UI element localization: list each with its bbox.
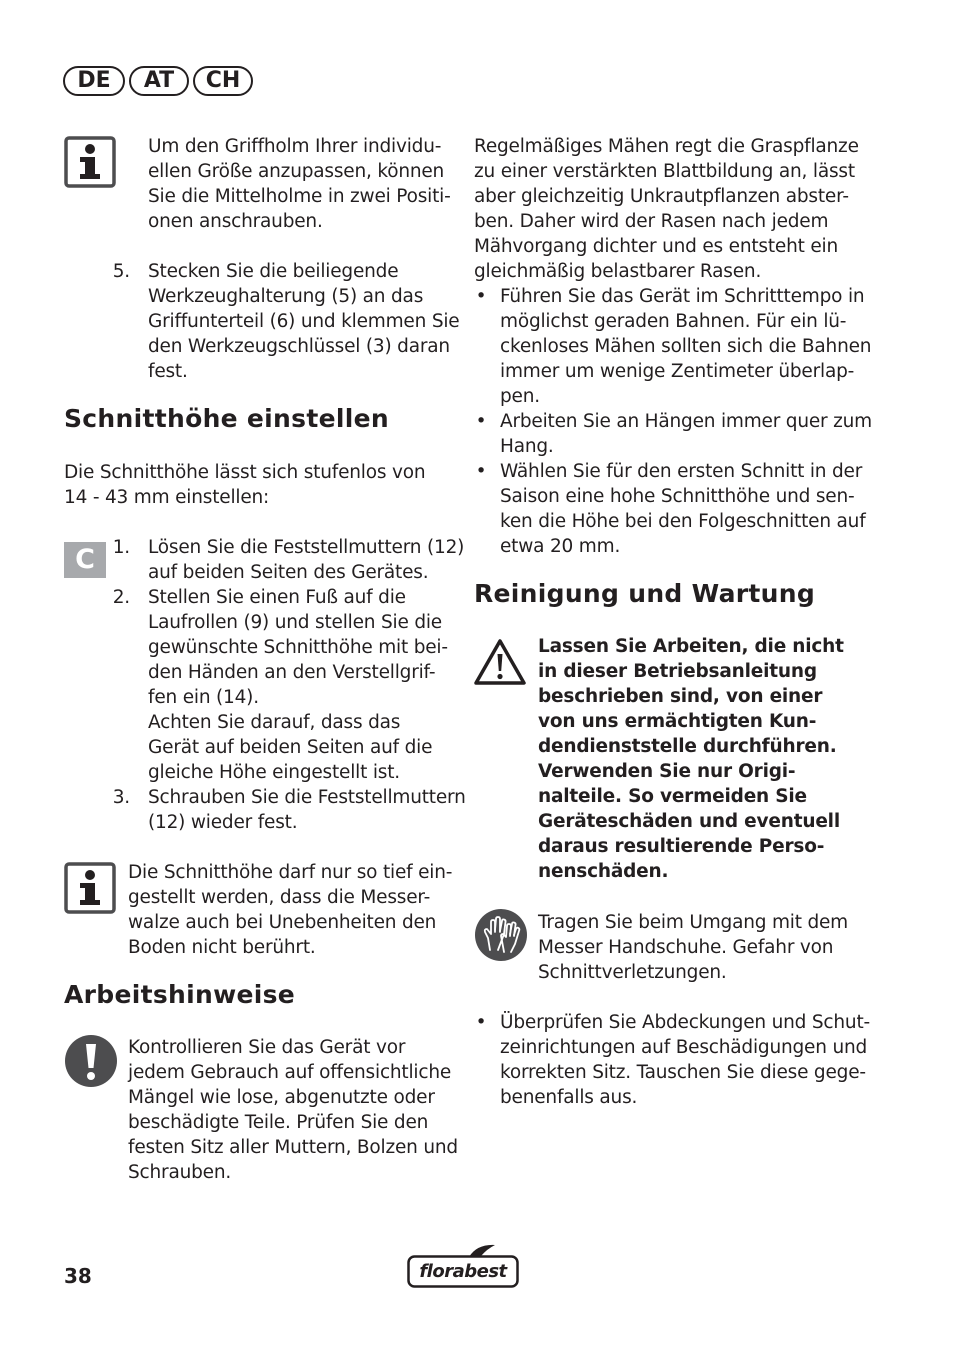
mowing-paragraph: Regelmäßiges Mähen regt die Graspflanze zu einer verstärkten Blattbildung an, lässt aber gleichzeitig Unkrautpflanzen abster- ben. Daher wird der Rasen nach jedem Mähvorgang dichter und es entsteht ein gleichmäßig belastbarer Rasen. (474, 136, 859, 282)
info-note-height: Die Schnitthöhe darf nur so tief ein- gestellt werden, dass die Messer- walze auch bei Unebenheiten den Boden nicht berührt. (128, 862, 453, 958)
step-number: 5. (112, 261, 130, 282)
country-badge-ch: CH (193, 66, 253, 96)
warning-triangle-icon (474, 638, 526, 686)
c-figure-badge: C (64, 542, 106, 578)
list-item: • Überprüfen Sie Abdeckungen und Schut- zeinrichtungen auf Beschädigungen und korrekten Sitz. Tauschen Sie diese gege- benenfalls aus. (475, 1012, 870, 1108)
caution-check-device: Kontrollieren Sie das Gerät vor jedem Gebrauch auf offensichtliche Mängel wie lose, abgenutzte oder beschädigte Teile. Prüfen Sie den festen Sitz aller Muttern, Bolzen und Schrauben. (128, 1037, 458, 1183)
gloves-note: Tragen Sie beim Umgang mit dem Messer Handschuhe. Gefahr von Schnittverletzungen. (538, 912, 848, 983)
warning-repairs: Lassen Sie Arbeiten, die nicht in dieser Betriebsanleitung beschrieben sind, von einer von uns ermächtigten Kun- dendienststelle durchführen. Verwenden Sie nur Origi- nalteile. So vermeiden Sie Geräteschäden und eventuell daraus resultierende Perso- nenschäden. (538, 636, 844, 882)
info-icon (64, 862, 116, 914)
list-item: 1. Lösen Sie die Feststellmuttern (12) auf beiden Seiten des Gerätes. (112, 537, 465, 583)
heading-work-notes: Arbeitshinweise (64, 980, 296, 1009)
list-item: 3. Schrauben Sie die Feststellmuttern (12) wieder fest. (112, 787, 466, 833)
list-item: • Arbeiten Sie an Hängen immer quer zum Hang. (475, 411, 873, 457)
list-item: 2. Stellen Sie einen Fuß auf die Laufrollen (9) und stellen Sie die gewünschte Schnitthöhe mit bei- den Händen an den Verstellgrif- fen ein (14). Achten Sie darauf, dass das Gerät auf beiden Seiten auf die gleiche Höhe eingestellt ist. (112, 587, 448, 783)
heading-cleaning: Reinigung und Wartung (474, 579, 816, 608)
florabest-logo: florabest (407, 1243, 519, 1289)
adjust-steps-list (106, 535, 466, 835)
heading-cutting-height: Schnitthöhe einstellen (64, 404, 389, 433)
info-icon (64, 136, 116, 188)
country-badge-de: DE (63, 66, 125, 96)
cutting-height-intro: Die Schnitthöhe lässt sich stufenlos von 14 - 43 mm einstellen: (64, 462, 426, 508)
country-badge-at: AT (129, 66, 189, 96)
step-5: 5. Stecken Sie die beiliegende Werkzeughalterung (5) an das Griffunterteil (6) und klemmen Sie den Werkzeugschlüssel (3) daran fest. (106, 259, 456, 384)
mowing-bullet-list (474, 284, 874, 559)
info-note-handle: Um den Griffholm Ihrer individu- ellen Größe anzupassen, können Sie die Mittelholme in zwei Positi- onen anschrauben. (148, 136, 451, 232)
list-item: • Wählen Sie für den ersten Schnitt in der Saison eine hohe Schnitthöhe und sen- ken die Höhe bei den Folgeschnitten auf etwa 20 mm. (475, 461, 866, 557)
page-number: 38 (64, 1264, 92, 1288)
exclamation-icon (64, 1034, 118, 1088)
list-item: • Führen Sie das Gerät im Schritttempo in möglichst geraden Bahnen. Für ein lü- ckenloses Mähen sollten sich die Bahnen immer um wenige Zentimeter überlap- pen. (475, 286, 872, 407)
gloves-icon (474, 908, 528, 962)
maintenance-bullet (474, 1010, 874, 1110)
